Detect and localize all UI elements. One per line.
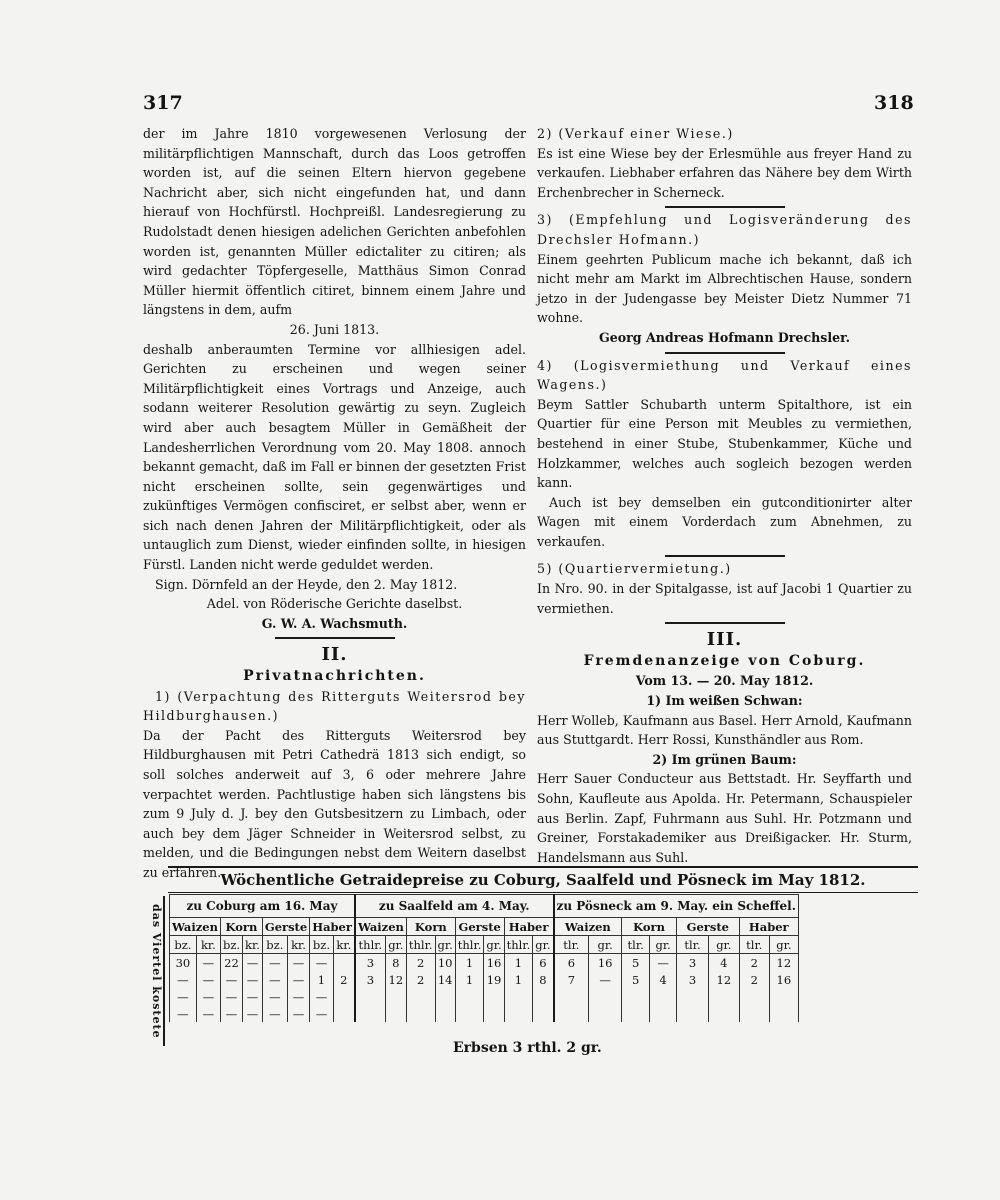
grain-header-coburg: Korn [220, 918, 262, 936]
price-cell-poesneck: — [589, 971, 622, 988]
unit-header-coburg: bz. [262, 936, 287, 954]
section-number-iii: III. [706, 629, 743, 651]
item-4-body: Beym Sattler Schubarth unterm Spitalthore, ist ein Quartier für eine Person mit Meubles zu vermiethen, bestehend in einer Stube, Stubenkammer, Küche und Holzkammer, welches auch sogleich bezogen werden kann. [537, 396, 912, 491]
price-cell-coburg: — [220, 1005, 242, 1022]
section-number-ii: II. [321, 644, 348, 666]
price-cell-saalfeld: 2 [406, 954, 435, 972]
inn-1-name: 1) Im weißen Schwan: [646, 693, 803, 709]
price-cell-poesneck: 3 [677, 954, 709, 972]
item-1-heading: 1) (Verpachtung des Ritterguts Weitersrod bey Hildburghausen.) [143, 688, 526, 724]
item-4-body-2: Auch ist bey demselben ein gutconditionirter alter Wagen mit einem Vorderdach zum Abnehmen, zu verkaufen. [537, 494, 912, 549]
visitors-date-range: Vom 13. — 20. May 1812. [635, 673, 814, 689]
price-cell-coburg: — [170, 971, 197, 988]
right-column [537, 124, 912, 867]
price-cell-saalfeld [355, 1005, 385, 1022]
price-cell-saalfeld [533, 1005, 554, 1022]
price-cell-coburg: — [243, 1005, 263, 1022]
price-cell-coburg: 2 [333, 971, 355, 988]
price-cell-coburg: — [287, 1005, 309, 1022]
unit-header-poesneck: gr. [589, 936, 622, 954]
price-cell-saalfeld [455, 1005, 484, 1022]
price-cell-coburg: — [262, 954, 287, 972]
price-cell-coburg: — [287, 988, 309, 1005]
item-1-body: Da der Pacht des Ritterguts Weitersrod bey Hildburghausen mit Petri Cathedrä 1813 sich endigt, so soll solches anderweit auf 3, 6 oder mehrere Jahre verpachtet werden. Pachtlustige haben sich längstens bis zum 9 July d. J. bey den Gutsbesitzern zu Limbach, oder auch bey dem Jäger Schneider in Weitersrod selbst, zu melden, und die Bedingungen nebst dem Weitern daselbst zu erfahren. [143, 727, 526, 880]
unit-header-coburg: kr. [243, 936, 263, 954]
price-cell-coburg: — [170, 1005, 197, 1022]
price-cell-poesneck [769, 1005, 798, 1022]
price-cell-poesneck: 12 [709, 971, 740, 988]
price-cell-poesneck: 7 [554, 971, 589, 988]
unit-header-saalfeld: gr. [533, 936, 554, 954]
price-cell-saalfeld [533, 988, 554, 1005]
price-cell-coburg: — [196, 1005, 220, 1022]
price-cell-saalfeld [484, 1005, 504, 1022]
price-cell-poesneck [650, 988, 677, 1005]
price-cell-saalfeld: 14 [435, 971, 455, 988]
location-coburg: zu Coburg am 16. May [170, 895, 355, 918]
price-cell-poesneck [769, 988, 798, 1005]
unit-header-saalfeld: gr. [385, 936, 406, 954]
unit-header-saalfeld: gr. [484, 936, 504, 954]
item-5-heading: 5) (Quartiervermietung.) [537, 561, 732, 577]
unit-header-coburg: kr. [333, 936, 355, 954]
inn-1-guests: Herr Wolleb, Kaufmann aus Basel. Herr Arnold, Kaufmann aus Stuttgardt. Herr Rossi, Kunsthändler aus Rom. [537, 712, 912, 748]
signature-place-date: Sign. Dörnfeld an der Heyde, den 2. May 1812. [155, 576, 458, 592]
price-cell-poesneck: 6 [554, 954, 589, 972]
price-cell-saalfeld [385, 988, 406, 1005]
price-cell-poesneck: 4 [709, 954, 740, 972]
table-row [170, 988, 799, 1005]
grain-header-saalfeld: Haber [504, 918, 553, 936]
price-cell-poesneck [709, 1005, 740, 1022]
item-3-body: Einem geehrten Publicum mache ich bekannt, daß ich nicht mehr am Markt im Albrechtischen Hause, sondern jetzo in der Judengasse bey Meister Dietz Nummer 71 wohne. [537, 251, 912, 326]
unit-header-saalfeld: thlr. [355, 936, 385, 954]
deadline-date: 26. Juni 1813. [289, 321, 380, 337]
grain-header-saalfeld: Gerste [455, 918, 504, 936]
inn-2-guests: Herr Sauer Conducteur aus Bettstadt. Hr. Seyffarth und Sohn, Kaufleute aus Apolda. Hr. Petermann, Schauspieler aus Berlin. Zapf, Fuhrmann aus Suhl. Hr. Potzmann und Greiner, Forstakademiker aus Dreißigacker. Hr. Sturm, Handelsmann aus Suhl. [537, 771, 912, 865]
court-name: Adel. von Röderische Gerichte daselbst. [206, 596, 463, 612]
location-saalfeld: zu Saalfeld am 4. May. [355, 895, 554, 918]
citation-text-continued: deshalb anberaumten Termine vor allhiesigen adel. Gerichten zu erscheinen und wegen seiner Militärpflichtigkeit eines Vortrags und Anzeige, auch sodann weiterer Resolution gewärtig zu seyn. Zugleich wird aber auch besagtem Müller in Gemäßheit der Landesherrlichen Verordnung vom 20. May 1808. annoch bekannt gemacht, daß im Fall er binnen der gesetzten Frist nicht erscheinen sollte, sein gegenwärtiges und zukünftiges Vermögen confisciret, er selbst aber, wenn er sich nach denen Jahren der Militärpflichtigkeit, oder als untauglich zum Dienst, wieder einfinden sollte, in hiesigen Fürstl. Landen nicht werde geduldet werden. [143, 341, 526, 573]
item-2-heading: 2) (Verkauf einer Wiese.) [537, 126, 734, 141]
grain-header-saalfeld: Waizen [355, 918, 406, 936]
price-cell-poesneck: 16 [589, 954, 622, 972]
price-cell-poesneck [554, 1005, 589, 1022]
grain-header-saalfeld: Korn [406, 918, 455, 936]
price-cell-saalfeld: 1 [504, 954, 533, 972]
unit-header-coburg: kr. [196, 936, 220, 954]
unit-header-saalfeld: gr. [435, 936, 455, 954]
price-cell-saalfeld [504, 1005, 533, 1022]
grain-header-poesneck: Haber [739, 918, 798, 936]
price-cell-coburg: — [310, 954, 334, 972]
unit-header-coburg: bz. [170, 936, 197, 954]
grain-header-coburg: Haber [310, 918, 355, 936]
price-cell-poesneck [739, 1005, 769, 1022]
price-cell-poesneck: 5 [622, 954, 650, 972]
price-cell-poesneck [739, 988, 769, 1005]
unit-header-poesneck: gr. [709, 936, 740, 954]
price-cell-saalfeld: 10 [435, 954, 455, 972]
price-cell-coburg: — [243, 971, 263, 988]
item-divider [665, 206, 785, 208]
inn-2-name: 2) Im grünen Baum: [652, 751, 797, 767]
price-cell-coburg [333, 988, 355, 1005]
price-cell-coburg [333, 1005, 355, 1022]
price-cell-coburg: 1 [310, 971, 334, 988]
price-cell-saalfeld: 12 [385, 971, 406, 988]
price-cell-poesneck [589, 988, 622, 1005]
citation-text: der im Jahre 1810 vorgewesenen Verlosung der militärpflichtigen Mannschaft, durch das Loos getroffen worden ist, auf die seinen Eltern hiervon gegebene Nachricht aber, sich nicht eingefunden hat, und dann hierauf von Hochfürstl. Hochpreißl. Landesregierung zu Rudolstadt denen hiesigen adelichen Gerichten anbefohlen worden ist, genannten Müller edictaliter zu citiren; als wird gedachter Töpfergeselle, Matthäus Simon Conrad Müller hiermit öffentlich citiret, binnem einem Jahre und längstens in dem, aufm [143, 126, 526, 318]
price-cell-saalfeld [455, 988, 484, 1005]
price-cell-coburg: — [243, 988, 263, 1005]
price-cell-coburg: — [243, 954, 263, 972]
unit-header-poesneck: gr. [769, 936, 798, 954]
grain-price-table-block [143, 866, 918, 1066]
unit-header-poesneck: tlr. [677, 936, 709, 954]
price-cell-saalfeld: 1 [504, 971, 533, 988]
price-cell-saalfeld: 16 [484, 954, 504, 972]
unit-header-poesneck: tlr. [554, 936, 589, 954]
price-cell-saalfeld [385, 1005, 406, 1022]
unit-header-coburg: bz. [220, 936, 242, 954]
grain-header-poesneck: Gerste [677, 918, 740, 936]
item-divider [665, 555, 785, 557]
table-row [170, 954, 799, 972]
price-cell-poesneck: 4 [650, 971, 677, 988]
grain-header-poesneck: Korn [622, 918, 677, 936]
price-cell-saalfeld: 3 [355, 954, 385, 972]
item-divider [665, 352, 785, 354]
section-title-visitors: Fremdenanzeige von Coburg. [583, 652, 866, 669]
item-3-signature: Georg Andreas Hofmann Drechsler. [598, 329, 851, 345]
price-cell-saalfeld: 2 [406, 971, 435, 988]
price-cell-poesneck [554, 988, 589, 1005]
price-cell-poesneck [677, 1005, 709, 1022]
signer-name: G. W. A. Wachsmuth. [261, 615, 408, 631]
unit-header-poesneck: tlr. [622, 936, 650, 954]
price-cell-saalfeld: 3 [355, 971, 385, 988]
grain-header-coburg: Waizen [170, 918, 221, 936]
grain-header-poesneck: Waizen [554, 918, 622, 936]
grain-price-table [169, 894, 799, 1022]
price-cell-coburg: 22 [220, 954, 242, 972]
price-cell-poesneck: — [650, 954, 677, 972]
item-5-body: In Nro. 90. in der Spitalgasse, ist auf Jacobi 1 Quartier zu vermiethen. [537, 581, 912, 616]
price-cell-poesneck: 2 [739, 971, 769, 988]
price-cell-saalfeld: 19 [484, 971, 504, 988]
location-poesneck: zu Pösneck am 9. May. ein Scheffel. [554, 895, 799, 918]
unit-header-saalfeld: thlr. [455, 936, 484, 954]
item-4-heading: 4) (Logisvermiethung und Verkauf eines Wagens.) [537, 357, 912, 393]
price-cell-saalfeld: 8 [533, 971, 554, 988]
item-2-body: Es ist eine Wiese bey der Erlesmühle aus freyer Hand zu verkaufen. Liebhaber erfahren das Nähere bey dem Wirth Erchenbrecher in Scherneck. [537, 145, 912, 200]
unit-header-coburg: kr. [287, 936, 309, 954]
price-cell-coburg: 30 [170, 954, 197, 972]
price-cell-coburg: — [262, 1005, 287, 1022]
price-cell-poesneck: 12 [769, 954, 798, 972]
grain-table-side-label: das Viertel kostete [143, 896, 165, 1046]
price-cell-poesneck [622, 1005, 650, 1022]
price-cell-saalfeld [406, 988, 435, 1005]
price-cell-poesneck: 2 [739, 954, 769, 972]
price-cell-poesneck [650, 1005, 677, 1022]
unit-header-saalfeld: thlr. [406, 936, 435, 954]
price-cell-coburg: — [310, 1005, 334, 1022]
price-cell-poesneck [589, 1005, 622, 1022]
section-title-private-news: Privatnachrichten. [243, 668, 426, 685]
price-cell-coburg: — [196, 971, 220, 988]
left-column [143, 124, 526, 883]
section-divider [665, 622, 785, 624]
price-cell-poesneck: 3 [677, 971, 709, 988]
price-cell-coburg: — [220, 971, 242, 988]
grain-table-title: Wöchentliche Getraidepreise zu Coburg, Saalfeld und Pösneck im May 1812. [168, 866, 918, 893]
price-cell-coburg: — [262, 971, 287, 988]
page-number-right: 318 [874, 92, 914, 114]
page-number-left: 317 [143, 92, 183, 114]
price-cell-coburg: — [220, 988, 242, 1005]
item-3-heading: 3) (Empfehlung und Logisveränderung des Drechsler Hofmann.) [537, 212, 912, 247]
grain-header-coburg: Gerste [262, 918, 309, 936]
price-cell-coburg: — [170, 988, 197, 1005]
price-cell-coburg: — [262, 988, 287, 1005]
price-cell-saalfeld [504, 988, 533, 1005]
price-cell-coburg: — [196, 954, 220, 972]
price-cell-saalfeld [435, 988, 455, 1005]
price-cell-saalfeld [484, 988, 504, 1005]
price-cell-coburg: — [310, 988, 334, 1005]
peas-price-note: Erbsen 3 rthl. 2 gr. [453, 1040, 602, 1056]
unit-header-poesneck: gr. [650, 936, 677, 954]
unit-header-saalfeld: thlr. [504, 936, 533, 954]
price-cell-coburg: — [287, 954, 309, 972]
price-cell-coburg [333, 954, 355, 972]
price-cell-coburg: — [196, 988, 220, 1005]
unit-header-coburg: bz. [310, 936, 334, 954]
price-cell-saalfeld [435, 1005, 455, 1022]
price-cell-saalfeld: 1 [455, 954, 484, 972]
price-cell-saalfeld: 8 [385, 954, 406, 972]
price-cell-coburg: — [287, 971, 309, 988]
price-cell-poesneck [622, 988, 650, 1005]
price-cell-poesneck: 5 [622, 971, 650, 988]
price-cell-saalfeld: 1 [455, 971, 484, 988]
unit-header-poesneck: tlr. [739, 936, 769, 954]
price-cell-poesneck [677, 988, 709, 1005]
table-row [170, 971, 799, 988]
price-cell-saalfeld [406, 1005, 435, 1022]
price-cell-poesneck [709, 988, 740, 1005]
section-divider [275, 637, 395, 639]
price-cell-saalfeld: 6 [533, 954, 554, 972]
price-cell-saalfeld [355, 988, 385, 1005]
table-row [170, 1005, 799, 1022]
price-cell-poesneck: 16 [769, 971, 798, 988]
